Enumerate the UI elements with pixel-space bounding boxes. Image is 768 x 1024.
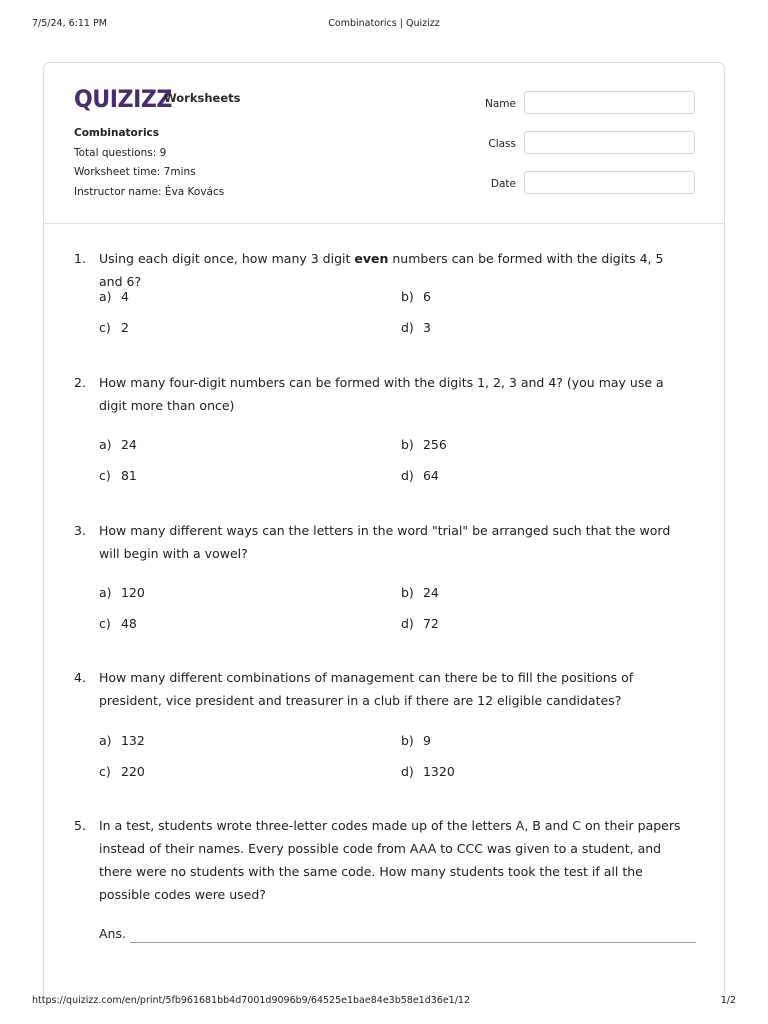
class-field-row (474, 131, 696, 171)
question-text: How many different ways can the letters in the word "trial" be arranged such that the word will begin with a vowel? (99, 523, 671, 561)
class-label: Class (488, 138, 516, 150)
emphasis: even (354, 251, 389, 266)
option-a: a) 132 (99, 733, 145, 748)
option-c: c) 2 (99, 320, 129, 335)
option-d: d) 1320 (401, 764, 455, 779)
date-field-row (474, 171, 696, 211)
name-field[interactable] (524, 91, 695, 114)
option-b: b) 24 (401, 585, 439, 600)
question-number: 4. (74, 670, 86, 685)
name-field-row (474, 91, 696, 131)
question-text: How many four-digit numbers can be formed with the digits 1, 2, 3 and 4? (you may use a digit more than once) (99, 375, 664, 413)
option-c: c) 48 (99, 616, 137, 631)
worksheet-header (44, 63, 724, 224)
print-url: https://quizizz.com/en/print/5fb961681bb4d7001d9096b9/64525e1bae84e3b58e1d36e1/12 (32, 995, 471, 1006)
answer-label: Ans. (99, 926, 126, 941)
instructor-name: Instructor name: Éva Kovács (74, 185, 225, 198)
question-number: 2. (74, 375, 86, 390)
question-text: In a test, students wrote three-letter codes made up of the letters A, B and C on their papers instead of their names. Every possible code from AAA to CCC was given to a student, and there were no students with the same code. How many students took the test if all the possible codes were used? (99, 818, 681, 902)
question-number: 5. (74, 818, 86, 833)
total-questions: Total questions: 9 (74, 146, 167, 159)
quizizz-logo: QUIZIZZ (74, 85, 172, 113)
option-a: a) 120 (99, 585, 145, 600)
option-b: b) 9 (401, 733, 431, 748)
option-b: b) 256 (401, 437, 447, 452)
option-d: d) 72 (401, 616, 439, 631)
print-header (32, 18, 736, 32)
worksheet-title: Combinatorics (74, 127, 160, 139)
option-d: d) 3 (401, 320, 431, 335)
question-number: 1. (74, 251, 86, 266)
date-field[interactable] (524, 171, 695, 194)
logo-subtitle: Worksheets (164, 91, 241, 105)
student-fields (474, 91, 696, 211)
option-b: b) 6 (401, 289, 431, 304)
print-title: Combinatorics | Quizizz (328, 18, 440, 29)
name-label: Name (485, 98, 516, 110)
print-footer (32, 995, 736, 1009)
option-a: a) 24 (99, 437, 137, 452)
option-c: c) 81 (99, 468, 137, 483)
answer-line[interactable] (130, 942, 696, 943)
worksheet-time: Worksheet time: 7mins (74, 166, 196, 178)
option-c: c) 220 (99, 764, 145, 779)
option-d: d) 64 (401, 468, 439, 483)
question-text: Using each digit once, how many 3 digit even numbers can be formed with the digits 4, 5 and 6? (99, 251, 664, 289)
print-datetime: 7/5/24, 6:11 PM (32, 18, 107, 29)
question-text: How many different combinations of management can there be to fill the positions of president, vice president and treasurer in a club if there are 12 eligible candidates? (99, 670, 634, 708)
worksheet-page (43, 62, 725, 1002)
page-number: 1/2 (720, 995, 736, 1006)
question-number: 3. (74, 523, 86, 538)
date-label: Date (490, 178, 516, 190)
option-a: a) 4 (99, 289, 129, 304)
class-field[interactable] (524, 131, 695, 154)
worksheet-meta (74, 127, 224, 205)
